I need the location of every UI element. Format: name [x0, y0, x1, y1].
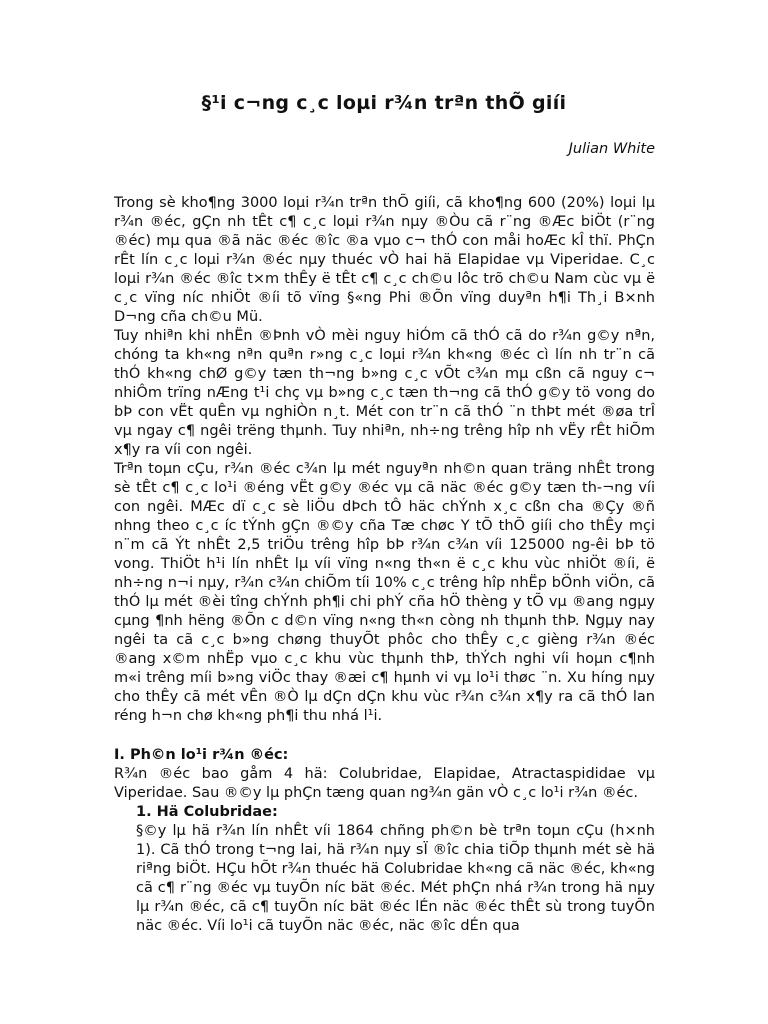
paragraph: Trªn toµn cÇu, r¾n ®éc c¾n lµ mét nguyªn nh©n quan träng nhÊt trong sè tÊt c¶ c¸c lo¹i ®éng vËt g©y ®éc vµ cã näc ®éc g©y tæn th-¬ng víi con ngêi. MÆc dï c¸c sè liÖu dÞch tÔ häc chÝnh x¸c cßn cha ®Çy ®ñ nhng theo c¸c íc tÝnh gÇn ®©y cña Tæ chøc Y tÕ thÕ giíi cho thÊy mçi n¨m cã Ýt nhÊt 2,5 triÖu trêng hîp bÞ r¾n c¾n víi 125000 ng-êi bÞ tö vong. ThiÖt h¹i lín nhÊt lµ víi vïng n«ng th«n ë c¸c khu vùc nhiÖt ®íi, ë nh÷ng n¬i nµy, r¾n c¾n chiÕm tíi 10% c¸c trêng hîp nhËp bÖnh viÖn, cã thÓ lµ mét ®èi tîng chÝnh ph¶i chi phÝ cña hÖ thèng y tÕ vµ ®ang ngµy cµng ¶nh hëng ®Õn c d©n vïng n«ng th«n còng nh thµnh thÞ. Ngµy nay ngêi ta cã c¸c b»ng chøng thuyÕt phôc cho thÊy c¸c gièng r¾n ®éc ®ang x©m nhËp vµo c¸c khu vùc thµnh thÞ, thÝch nghi víi hoµn c¶nh m«i trêng míi b»ng viÖc thay ®æi c¶ hµnh vi vµ lo¹i thøc ¨n. Xu híng nµy cho thÊy cã mét vÊn ®Ò lµ dÇn dÇn khu vùc r¾n c¾n x¶y ra cã thÓ lan réng h¬n chø kh«ng ph¶i thu nhá l¹i.	[114, 461, 655, 724]
author-name: Julian White	[568, 141, 655, 157]
paragraph: Trong sè kho¶ng 3000 loµi r¾n trªn thÕ giíi, cã kho¶ng 600 (20%) loµi lµ r¾n ®éc, gÇn nh tÊt c¶ c¸c loµi r¾n nµy ®Òu cã r¨ng ®Æc biÖt (r¨ng ®éc) mµ qua ®ã näc ®éc ®îc ®a vµo c¬ thÓ con måi hoÆc kÎ thï. PhÇn rÊt lín c¸c loµi r¾n ®éc nµy thuéc vÒ hai hä Elapidae vµ Viperidae. C¸c loµi r¾n ®éc ®îc t×m thÊy ë tÊt c¶ c¸c ch©u lôc trõ ch©u Nam cùc vµ ë c¸c vïng níc nhiÖt ®íi tõ vïng §«ng Phi ®Õn vïng duyªn h¶i Th¸i B×nh D¬ng cña ch©u Mü.	[114, 195, 655, 325]
subsection-heading: 1. Hä Colubridae:	[136, 804, 278, 820]
paragraph: Tuy nhiªn khi nhËn ®Þnh vÒ mèi nguy hiÓm cã thÓ cã do r¾n g©y nªn, chóng ta kh«ng nªn quªn r»ng c¸c loµi r¾n kh«ng ®éc cì lín nh tr¨n cã thÓ kh«ng chØ g©y tæn th¬ng b»ng c¸c vÕt c¾n mµ cßn cã nguy c¬ nhiÔm trïng nÆng t¹i chç vµ b»ng c¸c tæn th¬ng cã thÓ g©y tö vong do bÞ con vËt quÊn vµ nghiÒn n¸t. Mét con tr¨n cã thÓ ¨n thÞt mét ®øa trÎ vµ ngay c¶ ngêi trëng thµnh. Tuy nhiªn, nh÷ng trêng hîp nh vËy rÊt hiÕm x¶y ra víi con ngêi.	[114, 328, 655, 458]
section-text: R¾n ®éc bao gåm 4 hä: Colubridae, Elapidae, Atractaspididae vµ Viperidae. Sau ®©y lµ phÇn tæng quan ng¾n gän vÒ c¸c lo¹i r¾n ®éc.	[114, 766, 655, 801]
section-heading: I. Ph©n lo¹i r¾n ®éc:	[114, 747, 289, 763]
subsection-text: §©y lµ hä r¾n lín nhÊt víi 1864 chñng ph©n bè trªn toµn cÇu (h×nh 1). Cã thÓ trong t¬ng lai, hä r¾n nµy sÏ ®îc chia tiÕp thµnh mét sè hä riªng biÖt. HÇu hÕt r¾n thuéc hä Colubridae kh«ng cã näc ®éc, kh«ng cã c¶ r¨ng ®éc vµ tuyÕn níc bät ®éc. Mét phÇn nhá r¾n trong hä nµy lµ r¾n ®éc, cã c¶ tuyÕn níc bät ®éc lÉn näc ®éc thÊt sù trong tuyÕn näc ®éc. Víi lo¹i cã tuyÕn näc ®éc, näc ®îc dÉn qua	[136, 823, 655, 934]
document-title: §¹i c¬ng c¸c loµi r¾n trªn thÕ giíi	[201, 92, 567, 114]
document-body	[114, 194, 655, 936]
